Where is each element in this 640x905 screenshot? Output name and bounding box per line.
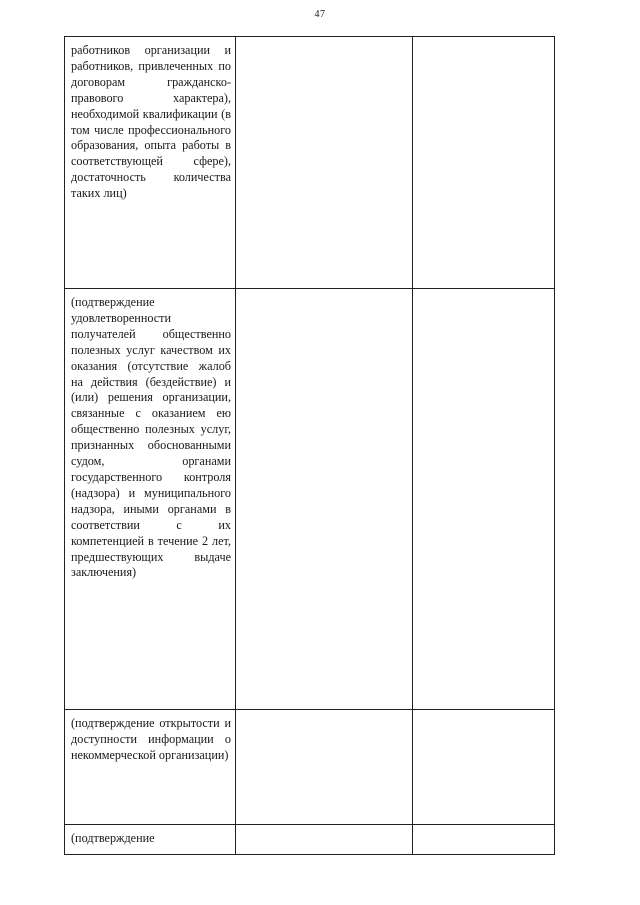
- table-cell-criterion: [65, 37, 236, 289]
- page-number: 47: [314, 9, 326, 20]
- table-row: [65, 710, 555, 825]
- table-cell-empty: [236, 710, 413, 825]
- table-cell-empty: [236, 289, 413, 710]
- criterion-text: (подтверждение удовлетворенности получателей общественно полезных услуг качеством их оказания (отсутствие жалоб на действия (бездействие) и (или) решения организации, связанные с оказанием ею общественно полезных услуг, признанных обоснованными судом, органами государственного контроля (надзора) и муниципального надзора, иными органами в соответствии с их компетенцией в течение 2 лет, предшествующих выдаче заключения): [71, 295, 231, 580]
- table-cell-criterion: [65, 289, 236, 710]
- criterion-text: (подтверждение: [71, 831, 155, 845]
- table-cell-empty: [413, 710, 555, 825]
- table-cell-empty: [236, 825, 413, 855]
- table-row: [65, 825, 555, 855]
- table-row: [65, 289, 555, 710]
- table-row: [65, 37, 555, 289]
- table-cell-empty: [413, 289, 555, 710]
- criteria-table: [64, 36, 555, 855]
- criterion-text: работников организации и работников, привлеченных по договорам гражданско-правового характера), необходимой квалификации (в том числе профессионального образования, опыта работы в соответствующей сфере), достаточность количества таких лиц): [71, 43, 231, 201]
- table-cell-criterion: [65, 825, 236, 855]
- criterion-text: (подтверждение открытости и доступности информации о некоммерческой организации): [71, 716, 231, 762]
- table-cell-criterion: [65, 710, 236, 825]
- table-cell-empty: [413, 825, 555, 855]
- table-cell-empty: [413, 37, 555, 289]
- table-cell-empty: [236, 37, 413, 289]
